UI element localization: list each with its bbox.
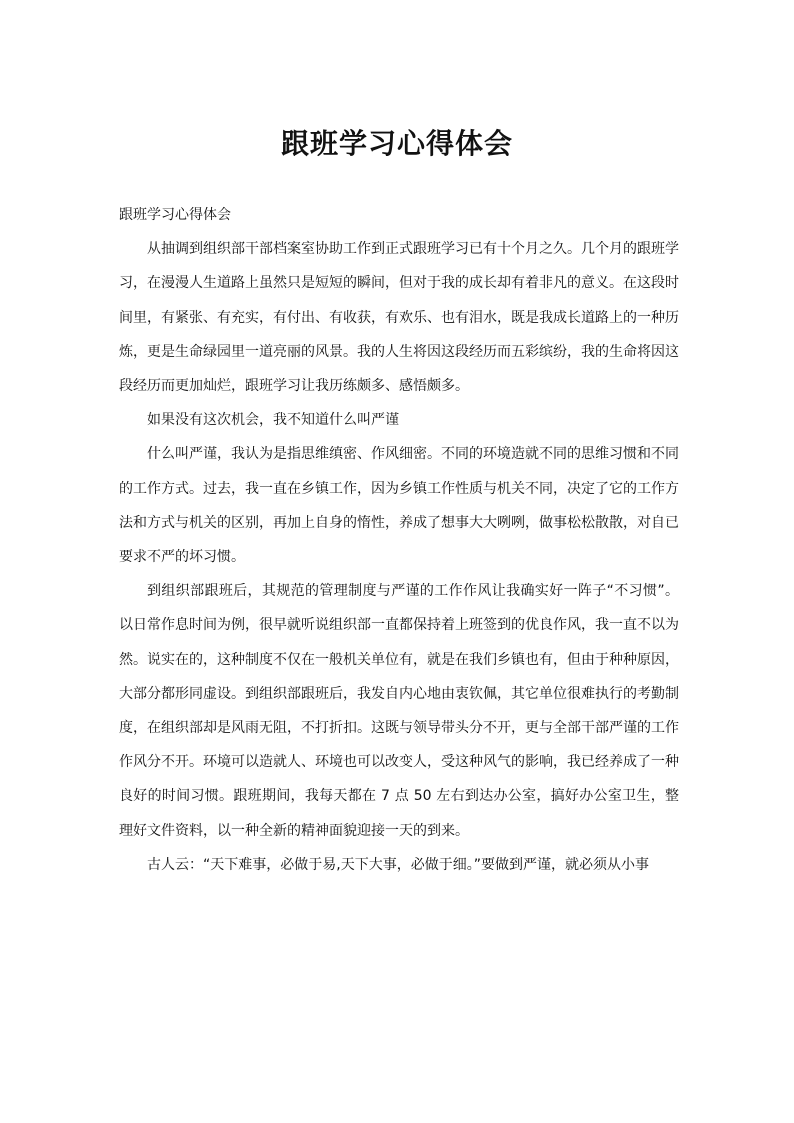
document-title: 跟班学习心得体会 bbox=[280, 127, 513, 160]
body-paragraph: 到组织部跟班后，其规范的管理制度与严谨的工作作风让我确实好一阵子“不习惯”。以日常作息时间为例，很早就听说组织部一直都保持着上班签到的优良作风，我一直不以为然。说实在的，这种制度不仅在一般机关单位有，就是在我们乡镇也有，但由于种种原因，大部分都形同虚设。到组织部跟班后，我发自内心地由衷钦佩，其它单位很难执行的考勤制度，在组织部却是风雨无阻，不打折扣。这既与领导带头分不开，更与全部干部严谨的工作作风分不开。环境可以造就人、环境也可以改变人，受这种风气的影响，我已经养成了一种良好的时间习惯。跟班期间，我每天都在 7 点 50 左右到达办公室，搞好办公室卫生，整理好文件资料，以一种全新的精神面貌迎接一天的到来。 bbox=[119, 583, 679, 839]
document-body bbox=[119, 198, 679, 882]
body-paragraph: 从抽调到组织部干部档案室协助工作到正式跟班学习已有十个月之久。几个月的跟班学习，在漫漫人生道路上虽然只是短短的瞬间，但对于我的成长却有着非凡的意义。在这段时间里，有紧张、有充实，有付出、有收获，有欢乐、也有泪水，既是我成长道路上的一种历炼，更是生命绿园里一道亮丽的风景。我的人生将因这段经历而五彩缤纷，我的生命将因这段经历而更加灿烂，跟班学习让我历练颇多、感悟颇多。 bbox=[119, 241, 679, 395]
section-heading-paragraph: 如果没有这次机会，我不知道什么叫严谨 bbox=[147, 412, 399, 429]
body-paragraph: 什么叫严谨，我认为是指思维缜密、作风细密。不同的环境造就不同的思维习惯和不同的工作方式。过去，我一直在乡镇工作，因为乡镇工作性质与机关不同，决定了它的工作方法和方式与机关的区别，再加上自身的惰性，养成了想事大大咧咧，做事松松散散，对自已要求不严的坏习惯。 bbox=[119, 446, 679, 566]
subtitle-paragraph: 跟班学习心得体会 bbox=[119, 207, 231, 223]
body-paragraph: 古人云：“天下难事，必做于易,天下大事，必做于细。”要做到严谨，就必须从小事 bbox=[147, 856, 649, 873]
